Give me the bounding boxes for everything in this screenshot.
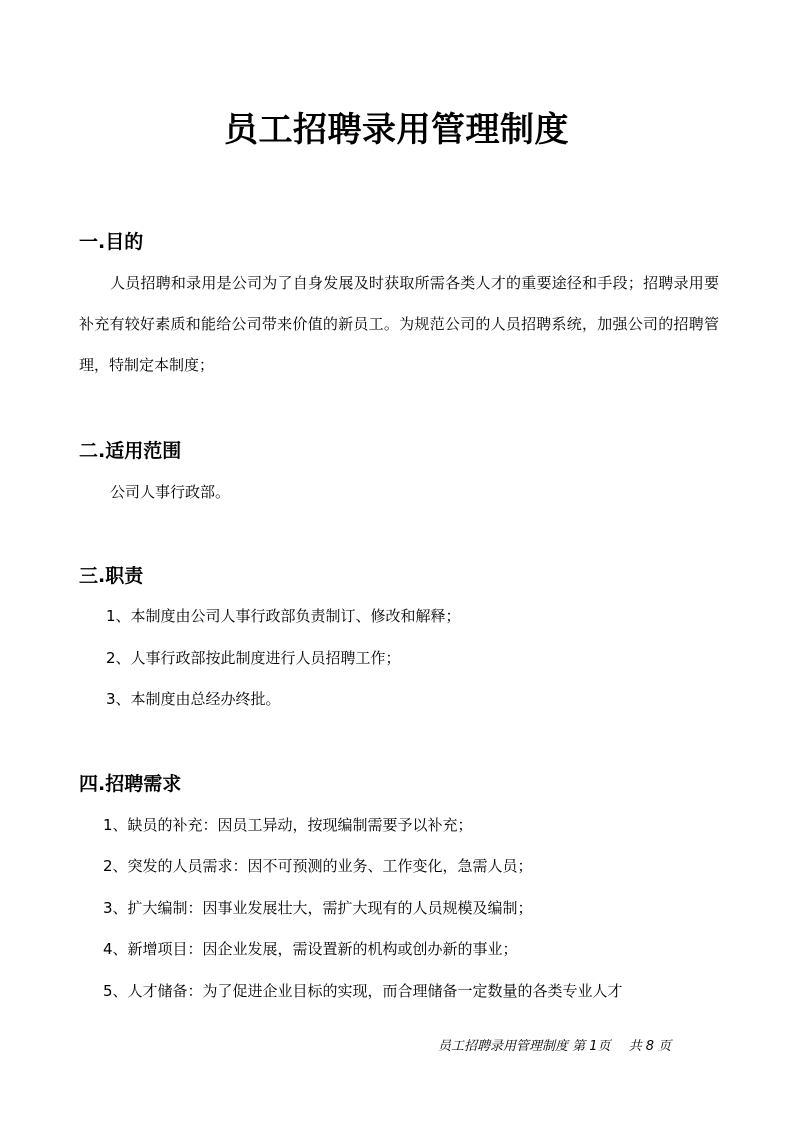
section-paragraph-purpose: 人员招聘和录用是公司为了自身发展及时获取所需各类人才的重要途径和手段；招聘录用要补充有较好素质和能给公司带来价值的新员工。为规范公司的人员招聘系统，加强公司的招聘管理，特制定本制度； bbox=[79, 274, 719, 374]
demand-item: 1、缺员的补充：因员工异动，按现编制需要予以补充； bbox=[103, 816, 473, 834]
duty-item: 1、本制度由公司人事行政部负责制订、修改和解释； bbox=[106, 607, 461, 625]
demand-item: 4、新增项目：因企业发展，需设置新的机构或创办新的事业； bbox=[103, 940, 518, 958]
section-heading-demand: 四.招聘需求 bbox=[79, 773, 182, 795]
duty-item: 2、人事行政部按此制度进行人员招聘工作； bbox=[106, 649, 401, 667]
footer-doc-name: 员工招聘录用管理制度 bbox=[438, 1039, 569, 1054]
scope-item: 公司人事行政部。 bbox=[110, 483, 231, 501]
duty-item: 3、本制度由总经办终批。 bbox=[106, 690, 281, 708]
demand-item: 2、突发的人员需求：因不可预测的业务、工作变化，急需人员； bbox=[103, 857, 533, 875]
section-heading-scope: 二.适用范围 bbox=[79, 440, 182, 462]
section-heading-purpose: 一.目的 bbox=[79, 231, 144, 253]
demand-item: 3、扩大编制：因事业发展壮大，需扩大现有的人员规模及编制； bbox=[103, 899, 533, 917]
footer-page-number: 第 1页 bbox=[572, 1039, 611, 1054]
demand-item: 5、人才储备：为了促进企业目标的实现，而合理储备一定数量的各类专业人才 bbox=[103, 982, 623, 1000]
page-footer bbox=[438, 1038, 671, 1056]
section-heading-duties: 三.职责 bbox=[79, 565, 144, 587]
footer-total-pages: 共 8 页 bbox=[628, 1039, 672, 1054]
document-title: 员工招聘录用管理制度 bbox=[224, 110, 569, 150]
